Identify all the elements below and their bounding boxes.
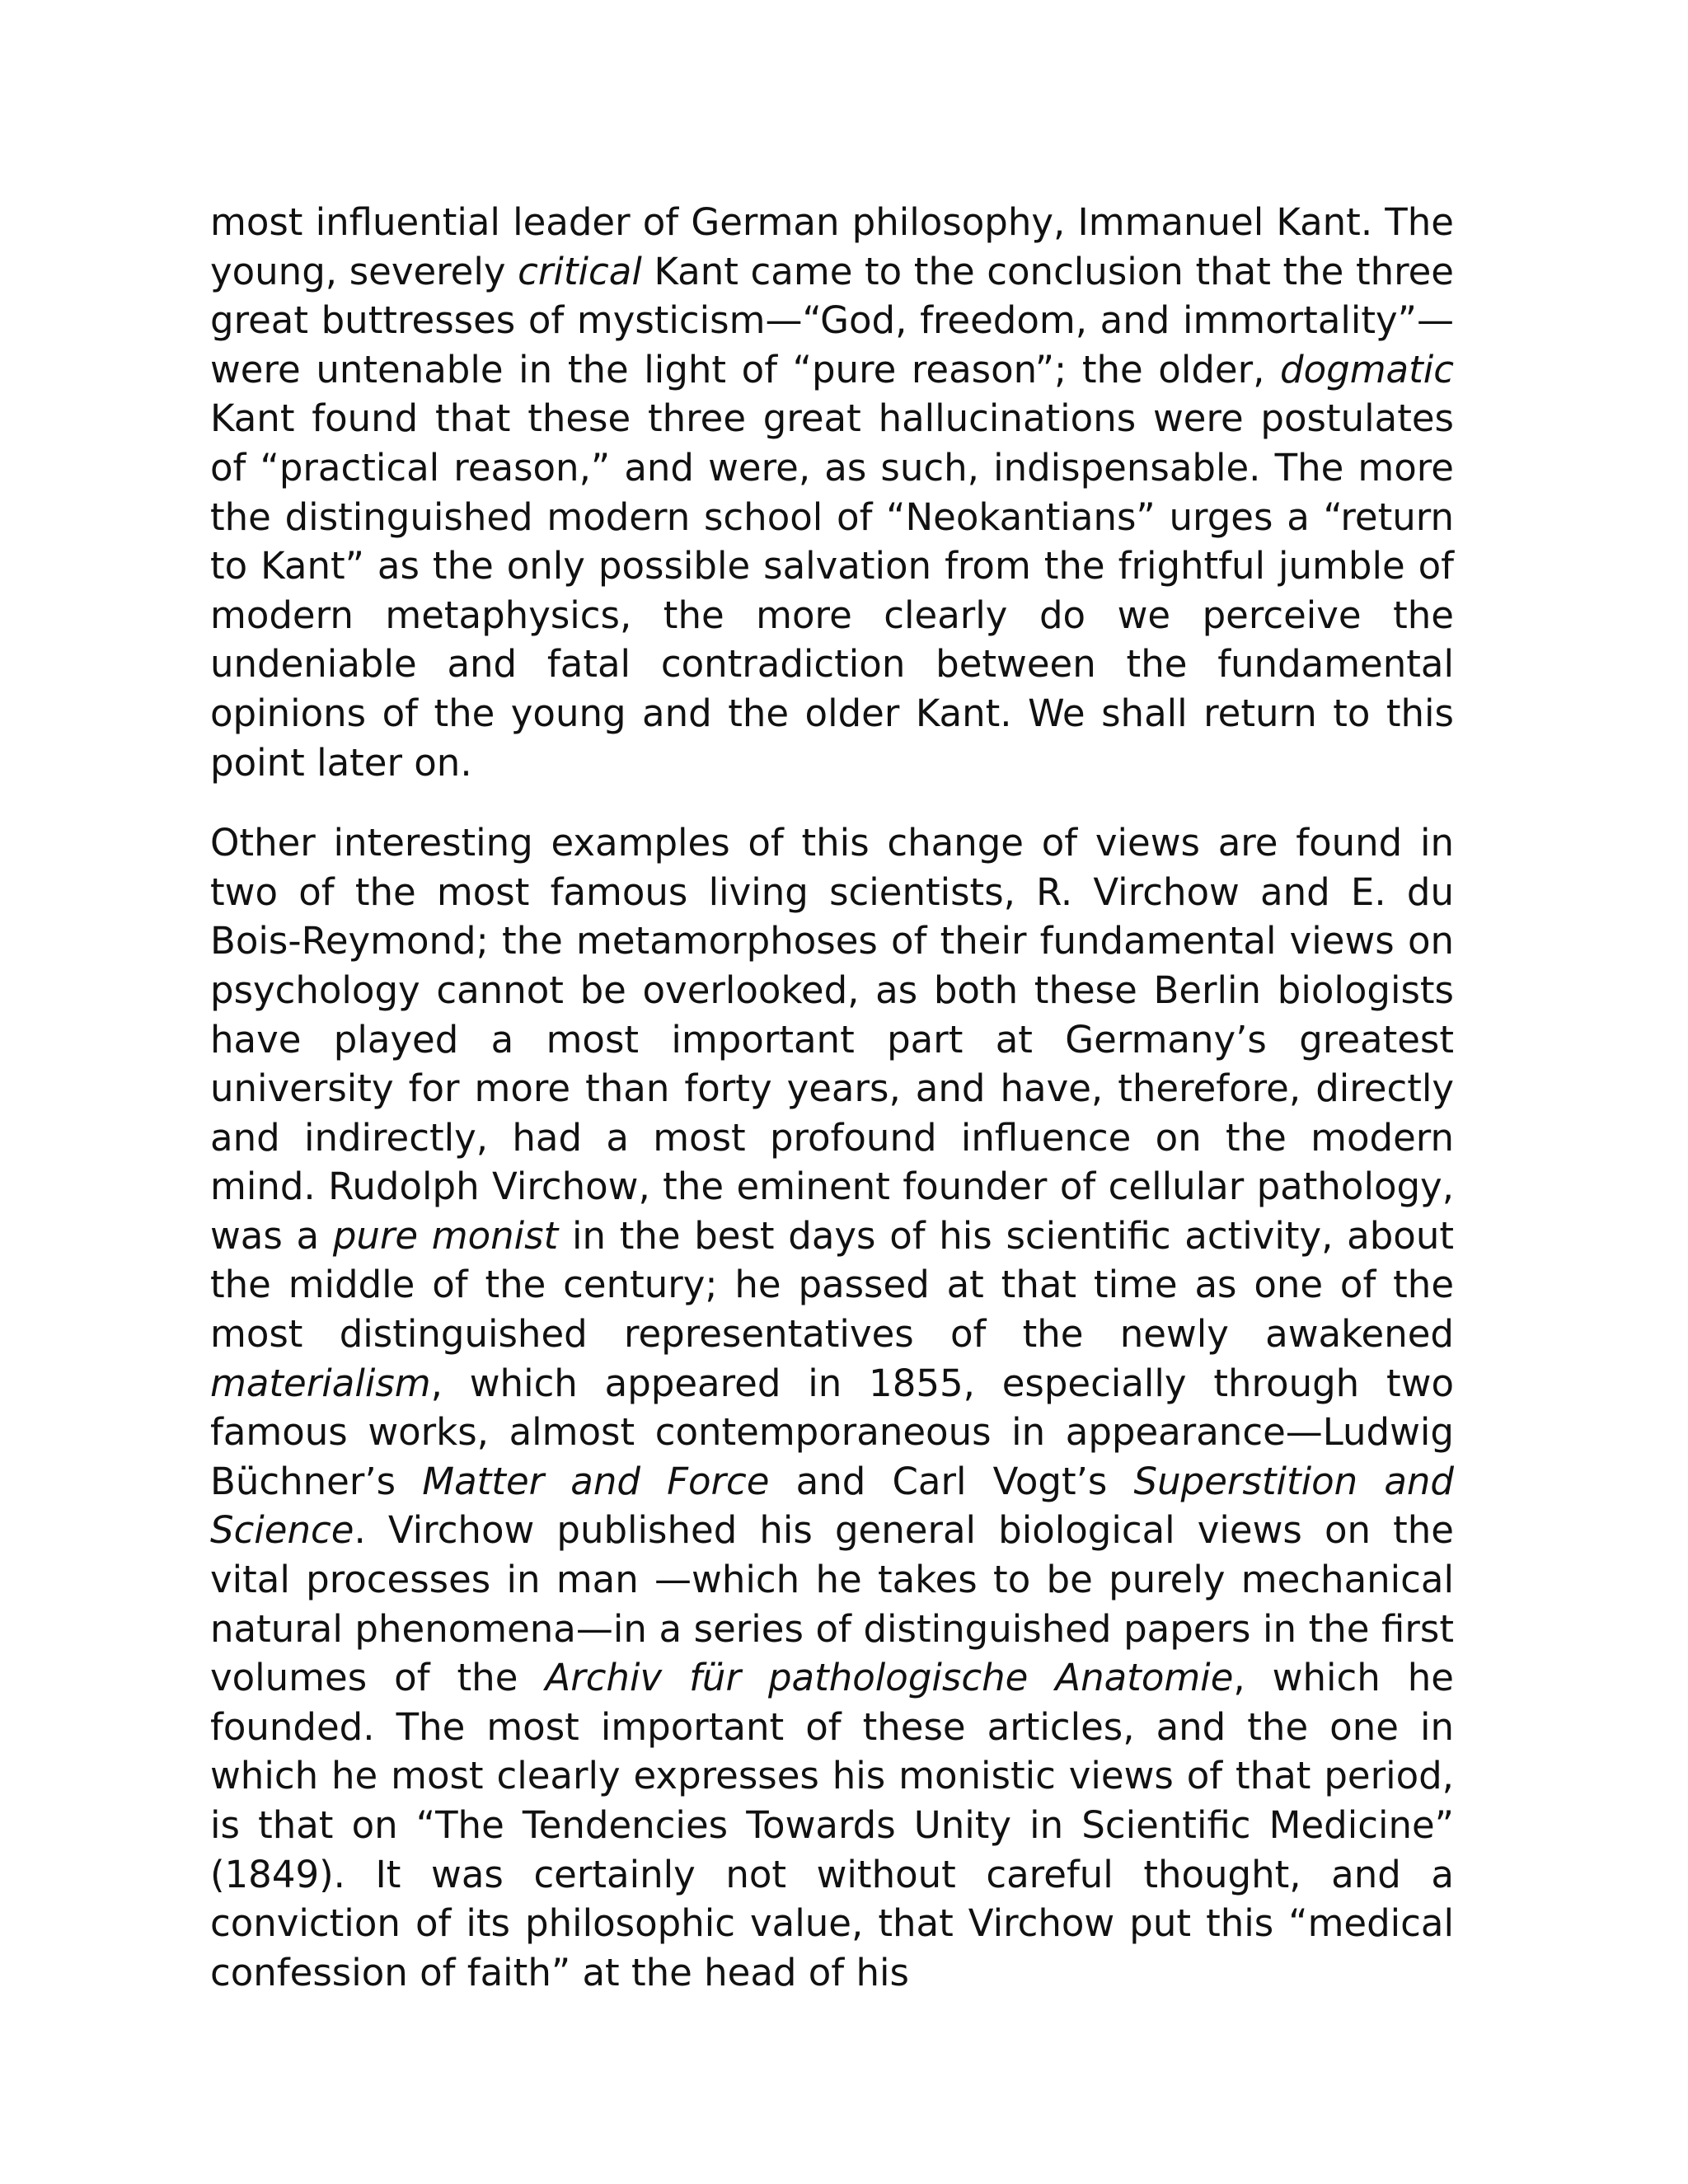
text-segment: Kant found that these three great hallucinations were postulates of “practical reason,” and were, as such, indispensable. The more the distinguished modern school of “Neokantians” urges a “return to Kant” as the only possible salvation from the frightful jumble of modern metaphysics, the more clearly do we perceive the undeniable and fatal contradiction between the fundamental opinions of the young and the older Kant. We shall return to this point later on. — [210, 396, 1454, 785]
text-segment: , which he founded. The most important of these articles, and the one in which he most clearly expresses his monistic views of that period, is that on “The Tendencies Towards Unity in Scientific Medicine” (1849). It was certainly not without careful thought, and a conviction of its philosophic value, that Virchow put this “medical confession of faith” at the head of his — [210, 1656, 1454, 1994]
emphasized-text: pure monist — [332, 1213, 559, 1258]
emphasized-text: dogmatic — [1280, 347, 1454, 391]
text-segment: most influential leader of German philosophy, Immanuel Kant. The young, severely — [210, 200, 1454, 293]
book-title: Matter and Force — [422, 1459, 770, 1503]
emphasized-text: critical — [518, 249, 642, 293]
document-page — [210, 198, 1454, 1997]
book-title: Superstition and Science — [210, 1459, 1454, 1553]
text-segment: . Virchow published his general biological views on the vital processes in man —which he takes to be purely mechanical natural phenomena—in a series of distinguished papers in the first volumes of the — [210, 1508, 1454, 1700]
paragraph-kant — [210, 198, 1454, 787]
journal-title: Archiv für pathologische Anatomie — [545, 1656, 1234, 1700]
text-segment: Other interesting examples of this change of views are found in two of the most famous living scientists, R. Virchow and E. du Bois-Reymond; the metamorphoses of their fundamental views on psychology cannot be overlooked, as both these Berlin biologists have played a most important part at Germany’s greatest university for more than forty years, and have, therefore, directly and indirectly, had a most profound influence on the modern mind. Rudolph Virchow, the eminent founder of cellular pathology, was a — [210, 821, 1454, 1258]
text-segment: in the best days of his scientific activity, about the middle of the century; he passed at that time as one of the most distinguished representatives of the newly awakened — [210, 1213, 1454, 1357]
paragraph-virchow — [210, 818, 1454, 1997]
text-segment: and Carl Vogt’s — [769, 1459, 1134, 1503]
text-segment: , which appeared in 1855, especially through two famous works, almost contemporaneous in appearance—Ludwig Büchner’s — [210, 1361, 1454, 1503]
text-segment: Kant came to the conclusion that the three great buttresses of mysticism—“God, freedom, and immortality”—were untenable in the light of “pure reason”; the older, — [210, 249, 1454, 391]
emphasized-text: materialism — [210, 1361, 431, 1405]
